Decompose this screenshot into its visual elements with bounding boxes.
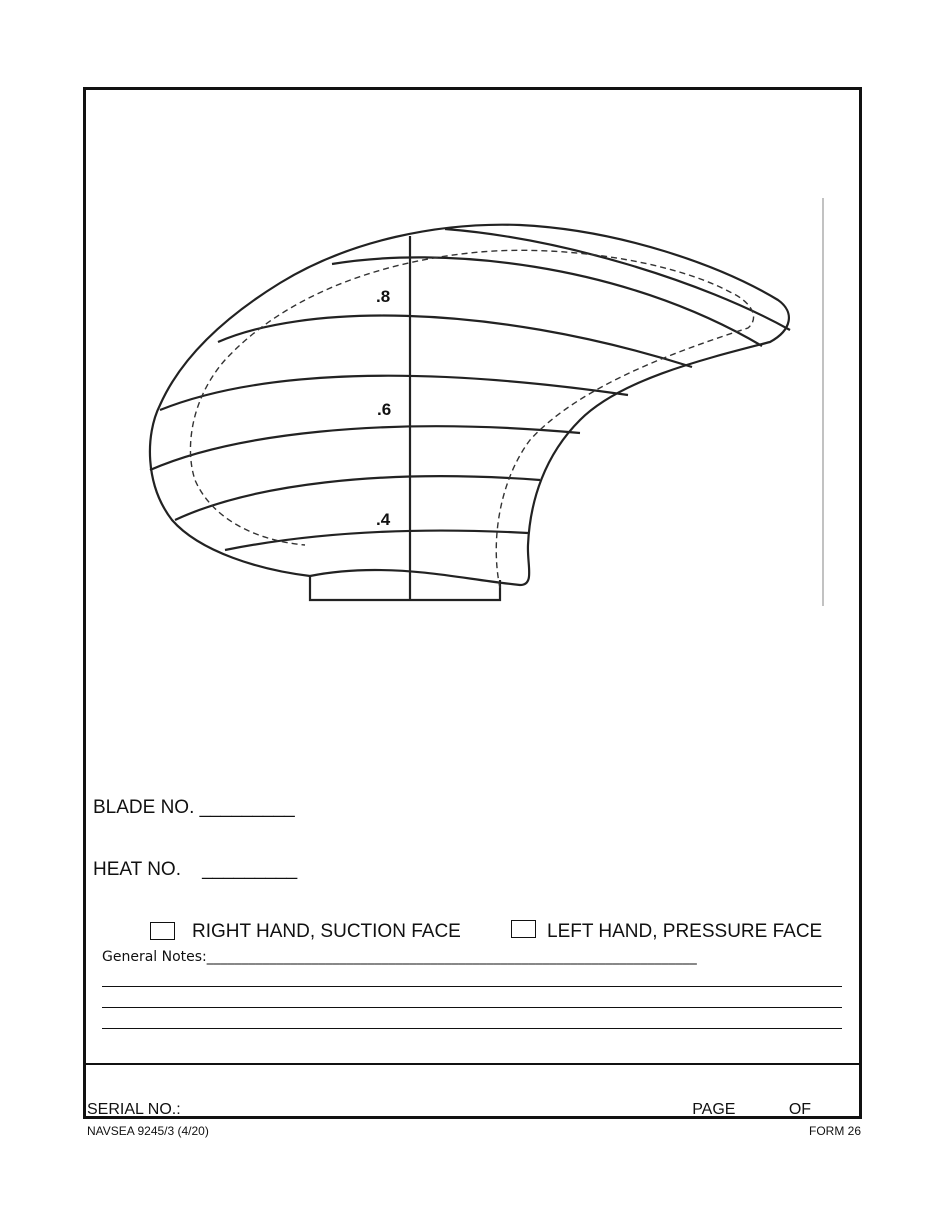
section-line	[332, 257, 762, 346]
section-line	[175, 476, 540, 520]
section-line	[218, 316, 692, 367]
serial-no-field[interactable]: SERIAL NO.:_______________________	[87, 1101, 386, 1118]
section-line	[225, 531, 528, 550]
right-hand-label: RIGHT HAND, SUCTION FACE	[192, 921, 461, 942]
notes-line[interactable]	[102, 1007, 842, 1008]
footer-divider	[86, 1063, 859, 1065]
heat-no-field[interactable]: HEAT NO. _________	[93, 859, 298, 880]
blade-no-field[interactable]: BLADE NO. _________	[93, 797, 295, 818]
general-notes-label[interactable]: General Notes:______________________________________________________________________	[102, 949, 697, 965]
section-line	[150, 426, 580, 470]
radius-label: .8	[376, 287, 391, 306]
page-of-field[interactable]: PAGE _____ OF _____	[692, 1101, 860, 1118]
radius-label: .4	[376, 510, 391, 529]
radius-label: .6	[377, 400, 392, 419]
left-hand-label: LEFT HAND, PRESSURE FACE	[547, 921, 823, 942]
form-id: NAVSEA 9245/3 (4/20)	[87, 1124, 209, 1138]
notes-line[interactable]	[102, 1028, 842, 1029]
right-hand-checkbox[interactable]	[150, 922, 175, 940]
section-line	[160, 376, 628, 410]
left-hand-checkbox[interactable]	[511, 920, 536, 938]
form-number: FORM 26	[808, 1124, 861, 1138]
notes-line[interactable]	[102, 986, 842, 987]
